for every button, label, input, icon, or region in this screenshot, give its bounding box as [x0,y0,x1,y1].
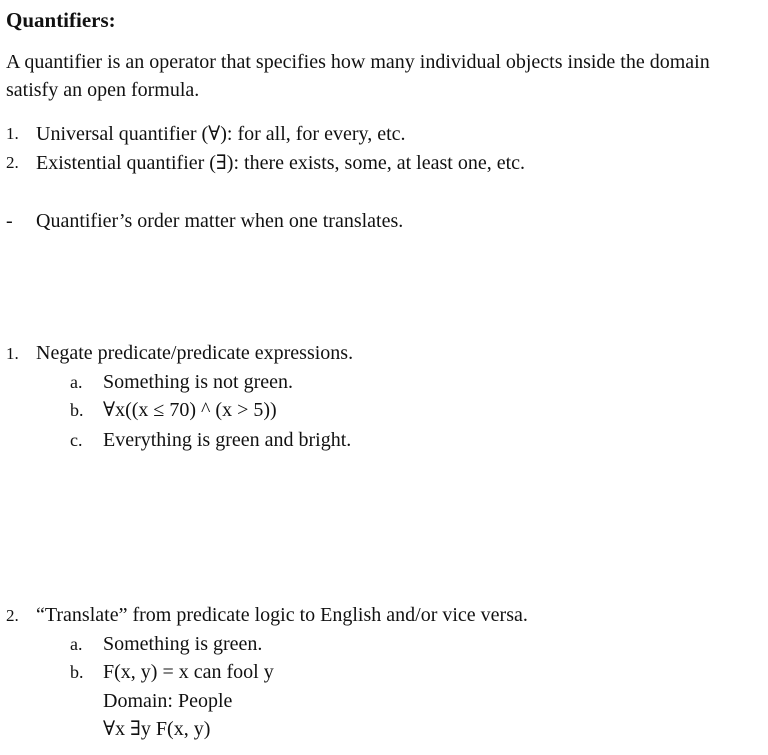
exercise-2-marker: 2. [6,606,19,625]
note-text: Quantifier’s order matter when one translates. [36,210,404,232]
sub-item-marker: b. [70,400,84,420]
sub-item: ∀x((x ≤ 70) ^ (x > 5)) [103,399,277,421]
list-marker: 1. [6,124,19,143]
sub-item: Something is not green. [103,371,293,393]
sub-item-marker: a. [70,634,83,654]
formula-line: ∀x ∃y F(x, y) [103,718,211,740]
list-marker: 2. [6,153,19,172]
sub-item: F(x, y) = x can fool y [103,661,274,683]
note-marker: - [6,210,13,232]
exercise-2-heading: “Translate” from predicate logic to English and/or vice versa. [36,604,528,626]
page-title: Quantifiers: [6,8,116,32]
sub-item: Everything is green and bright. [103,429,352,451]
sub-item: Something is green. [103,633,263,655]
exercise-1-marker: 1. [6,344,19,363]
domain-line: Domain: People [103,690,233,712]
sub-item-marker: c. [70,430,83,450]
sub-item-marker: b. [70,662,84,682]
intro-paragraph: A quantifier is an operator that specifies how many individual objects inside the domain satisfy an open formula. [6,51,710,101]
existential-quantifier-item: Existential quantifier (∃): there exists, some, at least one, etc. [36,152,526,174]
universal-quantifier-item: Universal quantifier (∀): for all, for every, etc. [36,123,406,145]
exercise-1-heading: Negate predicate/predicate expressions. [36,342,354,364]
sub-item-marker: a. [70,372,83,392]
